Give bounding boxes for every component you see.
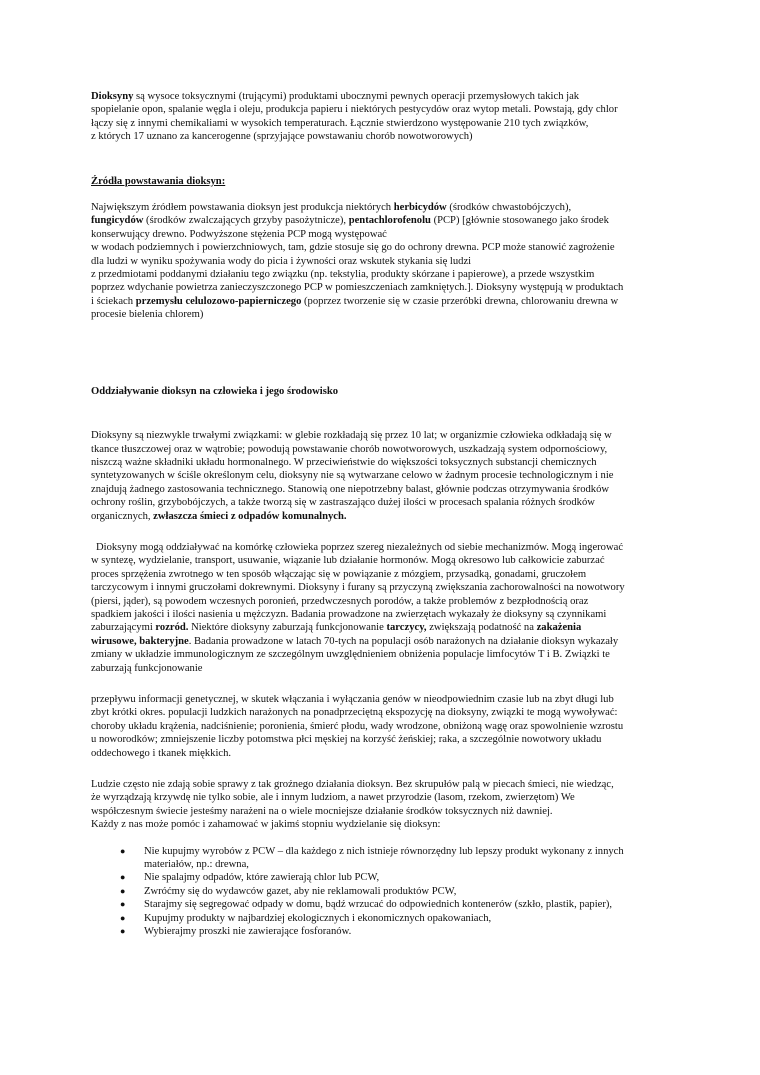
- impact-p2-text-1: Dioksyny mogą oddziaływać na komórkę człowieka poprzez szereg niezależnych od siebie mechanizmów. Mogą ingerować w syntezę, wydzielanie, transport, usuwanie, wiązanie lub działanie hormonów. Mogą okresowo lub całkowicie zaburzać proces sprzężenia zwrotnego w ten sposób włączając się w powiązanie z mózgiem, przysadką, gonadami, gruczołem tarczycowym i innymi gruczołami dokrewnymi. Dioksyny i furany są przyczyną zwiększania zachorowalności na nowotwory (piersi, jąder), są powodem wczesnych poronień, przedwczesnych porodów, a także problemów z bezpłodnością oraz spadkiem jakości i ilości nasienia u mężczyzn. Badania prowadzone na zwierzętach wykazały że dioksyny są czynnikami zaburzającymi: [91, 541, 625, 634]
- term-reproduction: rozród.: [155, 622, 189, 634]
- impact-paragraph-4: Ludzie często nie zdają sobie sprawy z tak groźnego działania dioksyn. Bez skrupułów palą w piecach śmieci, nie wiedząc, że wyrządzają krzywdę nie tylko sobie, ale i innym ludziom, a nawet przyrodzie (lasom, rzekom, zwierzętom) We współczesnym świecie jesteśmy narażeni na o wiele mocniejsze działanie środków toksycznych niż dawniej. Każdy z nas może pomóc i zahamować w jakimś stopniu wydzielanie się dioksyn:: [91, 779, 614, 831]
- list-item-text: Starajmy się segregować odpady w domu, bądź wrzucać do odpowiednich kontenerów (szkło, plastik, papier),: [144, 899, 613, 911]
- list-item-text: Zwróćmy się do wydawców gazet, aby nie reklamowali produktów PCW,: [144, 885, 457, 897]
- term-fungicides: fungicydów: [91, 215, 144, 227]
- list-item: [120, 845, 675, 872]
- sources-text-4: (PCP) [głównie stosowanego jako środek konserwujący drewno. Podwyższone stężenia PCP mogą występować w wodach podziemnych i powierzchniowych, tam, gdzie stosuje się go do ochrony drewna. PCP może stanowić zagrożenie dla ludzi w wyniku spożywania wody do picia i żywności oraz wskutek stykania się ludzi z przedmiotami poddanymi działaniu tego związku (np. tekstylia, produkty skórzane i papierowe), a przede wszystkim poprzez wdychanie powietrza zanieczyszczonego PCP w pomieszczeniach zamkniętych.]. Dioksyny występują w produktach i ściekach: [91, 215, 624, 307]
- intro-term: Dioksyny: [91, 91, 134, 102]
- sources-text-2: (środków chwastobójczych),: [449, 202, 572, 214]
- impact-paragraph-2: [91, 541, 675, 675]
- impact-p1-emphasis: zwłaszcza śmieci z odpadów komunalnych.: [153, 510, 347, 522]
- intro-line-3: łączy się z innymi chemikaliami w wysokich temperaturach. Łącznie stwierdzono występowanie 210 tych związków,: [91, 117, 589, 129]
- term-pentachlorophenol: pentachlorofenolu: [348, 215, 431, 227]
- sources-text-1: Największym źródłem powstawania dioksyn jest produkcja niektórych: [91, 202, 394, 214]
- intro-paragraph: [91, 90, 675, 144]
- sources-heading: Źródła powstawania dioksyn:: [91, 175, 226, 187]
- list-item: [120, 885, 675, 898]
- sources-text-3: (środków zwalczających grzyby pasożytnicze),: [143, 215, 349, 227]
- impact-p2-text-3: zwiększają podatność na: [426, 622, 537, 634]
- document-page: [91, 90, 675, 939]
- sources-text-5: (poprzez tworzenie się w czasie przeróbki drewna, chlorowaniu drewna w procesie bielenia chlorem): [91, 295, 619, 321]
- bullet-icon: ●: [120, 926, 126, 937]
- term-pulp-paper-industry: przemysłu celulozowo-papierniczego: [135, 295, 302, 307]
- list-item: [120, 898, 675, 911]
- impact-paragraph-1: [91, 429, 675, 523]
- bullet-icon: ●: [120, 845, 126, 856]
- bullet-icon: ●: [120, 899, 126, 910]
- intro-line-1: są wysoce toksycznymi (trującymi) produktami ubocznymi pewnych operacji przemysłowych takich jak: [133, 91, 580, 102]
- bullet-icon: ●: [120, 912, 126, 923]
- intro-line-2: spopielanie opon, spalanie węgla i oleju, produkcja papieru i niektórych pestycydów oraz wytop metali. Powstają, gdy chlor: [91, 104, 618, 116]
- list-item-text: Wybierajmy proszki nie zawierające fosforanów.: [144, 926, 352, 938]
- list-item: [120, 912, 675, 925]
- list-item: [120, 925, 675, 938]
- list-item-text: Kupujmy produkty w najbardziej ekologicznych i ekonomicznych opakowaniach,: [144, 912, 492, 924]
- term-thyroid: tarczycy,: [386, 622, 427, 634]
- impact-heading: Oddziaływanie dioksyn na człowieka i jego środowisko: [91, 385, 339, 397]
- bullet-icon: ●: [120, 872, 126, 883]
- list-item-text: Nie spalajmy odpadów, które zawierają chlor lub PCW,: [144, 872, 380, 884]
- impact-paragraph-3: przepływu informacji genetycznej, w skutek włączania i wyłączania genów w nieodpowiednim czasie lub na zbyt długi lub zbyt krótki okres. populacji ludzkich narażonych na ponadprzeciętną ekspozycję na dioksyny, związki te mogą wywoływać: choroby układu krążenia, nadciśnienie; poronienia, śmierć płodu, wady wrodzone, obniżoną wagę oraz spowolnienie wzrostu u noworodków; zmniejszenie liczby potomstwa płci męskiej na korzyść żeńskiej; raka, a szczególnie nowotwory układu oddechowego i tkanek miękkich.: [91, 694, 624, 759]
- term-herbicides: herbicydów: [393, 202, 447, 214]
- sources-paragraph: [91, 201, 675, 322]
- list-item-text: Nie kupujmy wyrobów z PCW – dla każdego z nich istnieje równorzędny lub lepszy produkt wykonany z innych materiałów, np.: drewna,: [144, 845, 624, 871]
- intro-line-4: z których 17 uznano za kancerogenne (sprzyjające powstawaniu chorób nowotworowych): [91, 131, 473, 143]
- term-infections: zakażenia wirusowe, bakteryjne: [91, 622, 582, 647]
- tips-list: [91, 845, 675, 939]
- impact-p2-text-4: . Badania prowadzone w latach 70-tych na populacji osób narażonych na działanie dioksyn wykazały zmiany w układzie immunologicznym ze szczególnym uwzględnieniem obniżenia populacje limfocytów T i B. Związki te zaburzają funkcjonowanie: [91, 635, 619, 674]
- list-item: [120, 871, 675, 884]
- impact-p1-text: Dioksyny są niezwykle trwałymi związkami: w glebie rozkładają się przez 10 lat; w organizmie człowieka odkładają się w tkance tłuszczowej oraz w wątrobie; powodują powstawanie chorób nowotworowych, uszkadzają system odpornościowy, niszczą ważne składniki układu hormonalnego. W przeciwieństwie do większości toksycznych substancji chemicznych syntetyzowanych w ściśle określonym celu, dioksyny nie są wytwarzane celowo w żadnym procesie technologicznym i nie znajdują żadnego zastosowania technicznego. Stanowią one niepotrzebny balast, głównie podczas otrzymywania środków ochrony roślin, grzybobójczych, a także tworzą się w zastraszająco dużej ilości w procesach spalania różnych środków organicznych,: [91, 430, 614, 522]
- bullet-icon: ●: [120, 885, 126, 896]
- impact-p2-text-2: Niektóre dioksyny zaburzają funkcjonowanie: [188, 622, 387, 634]
